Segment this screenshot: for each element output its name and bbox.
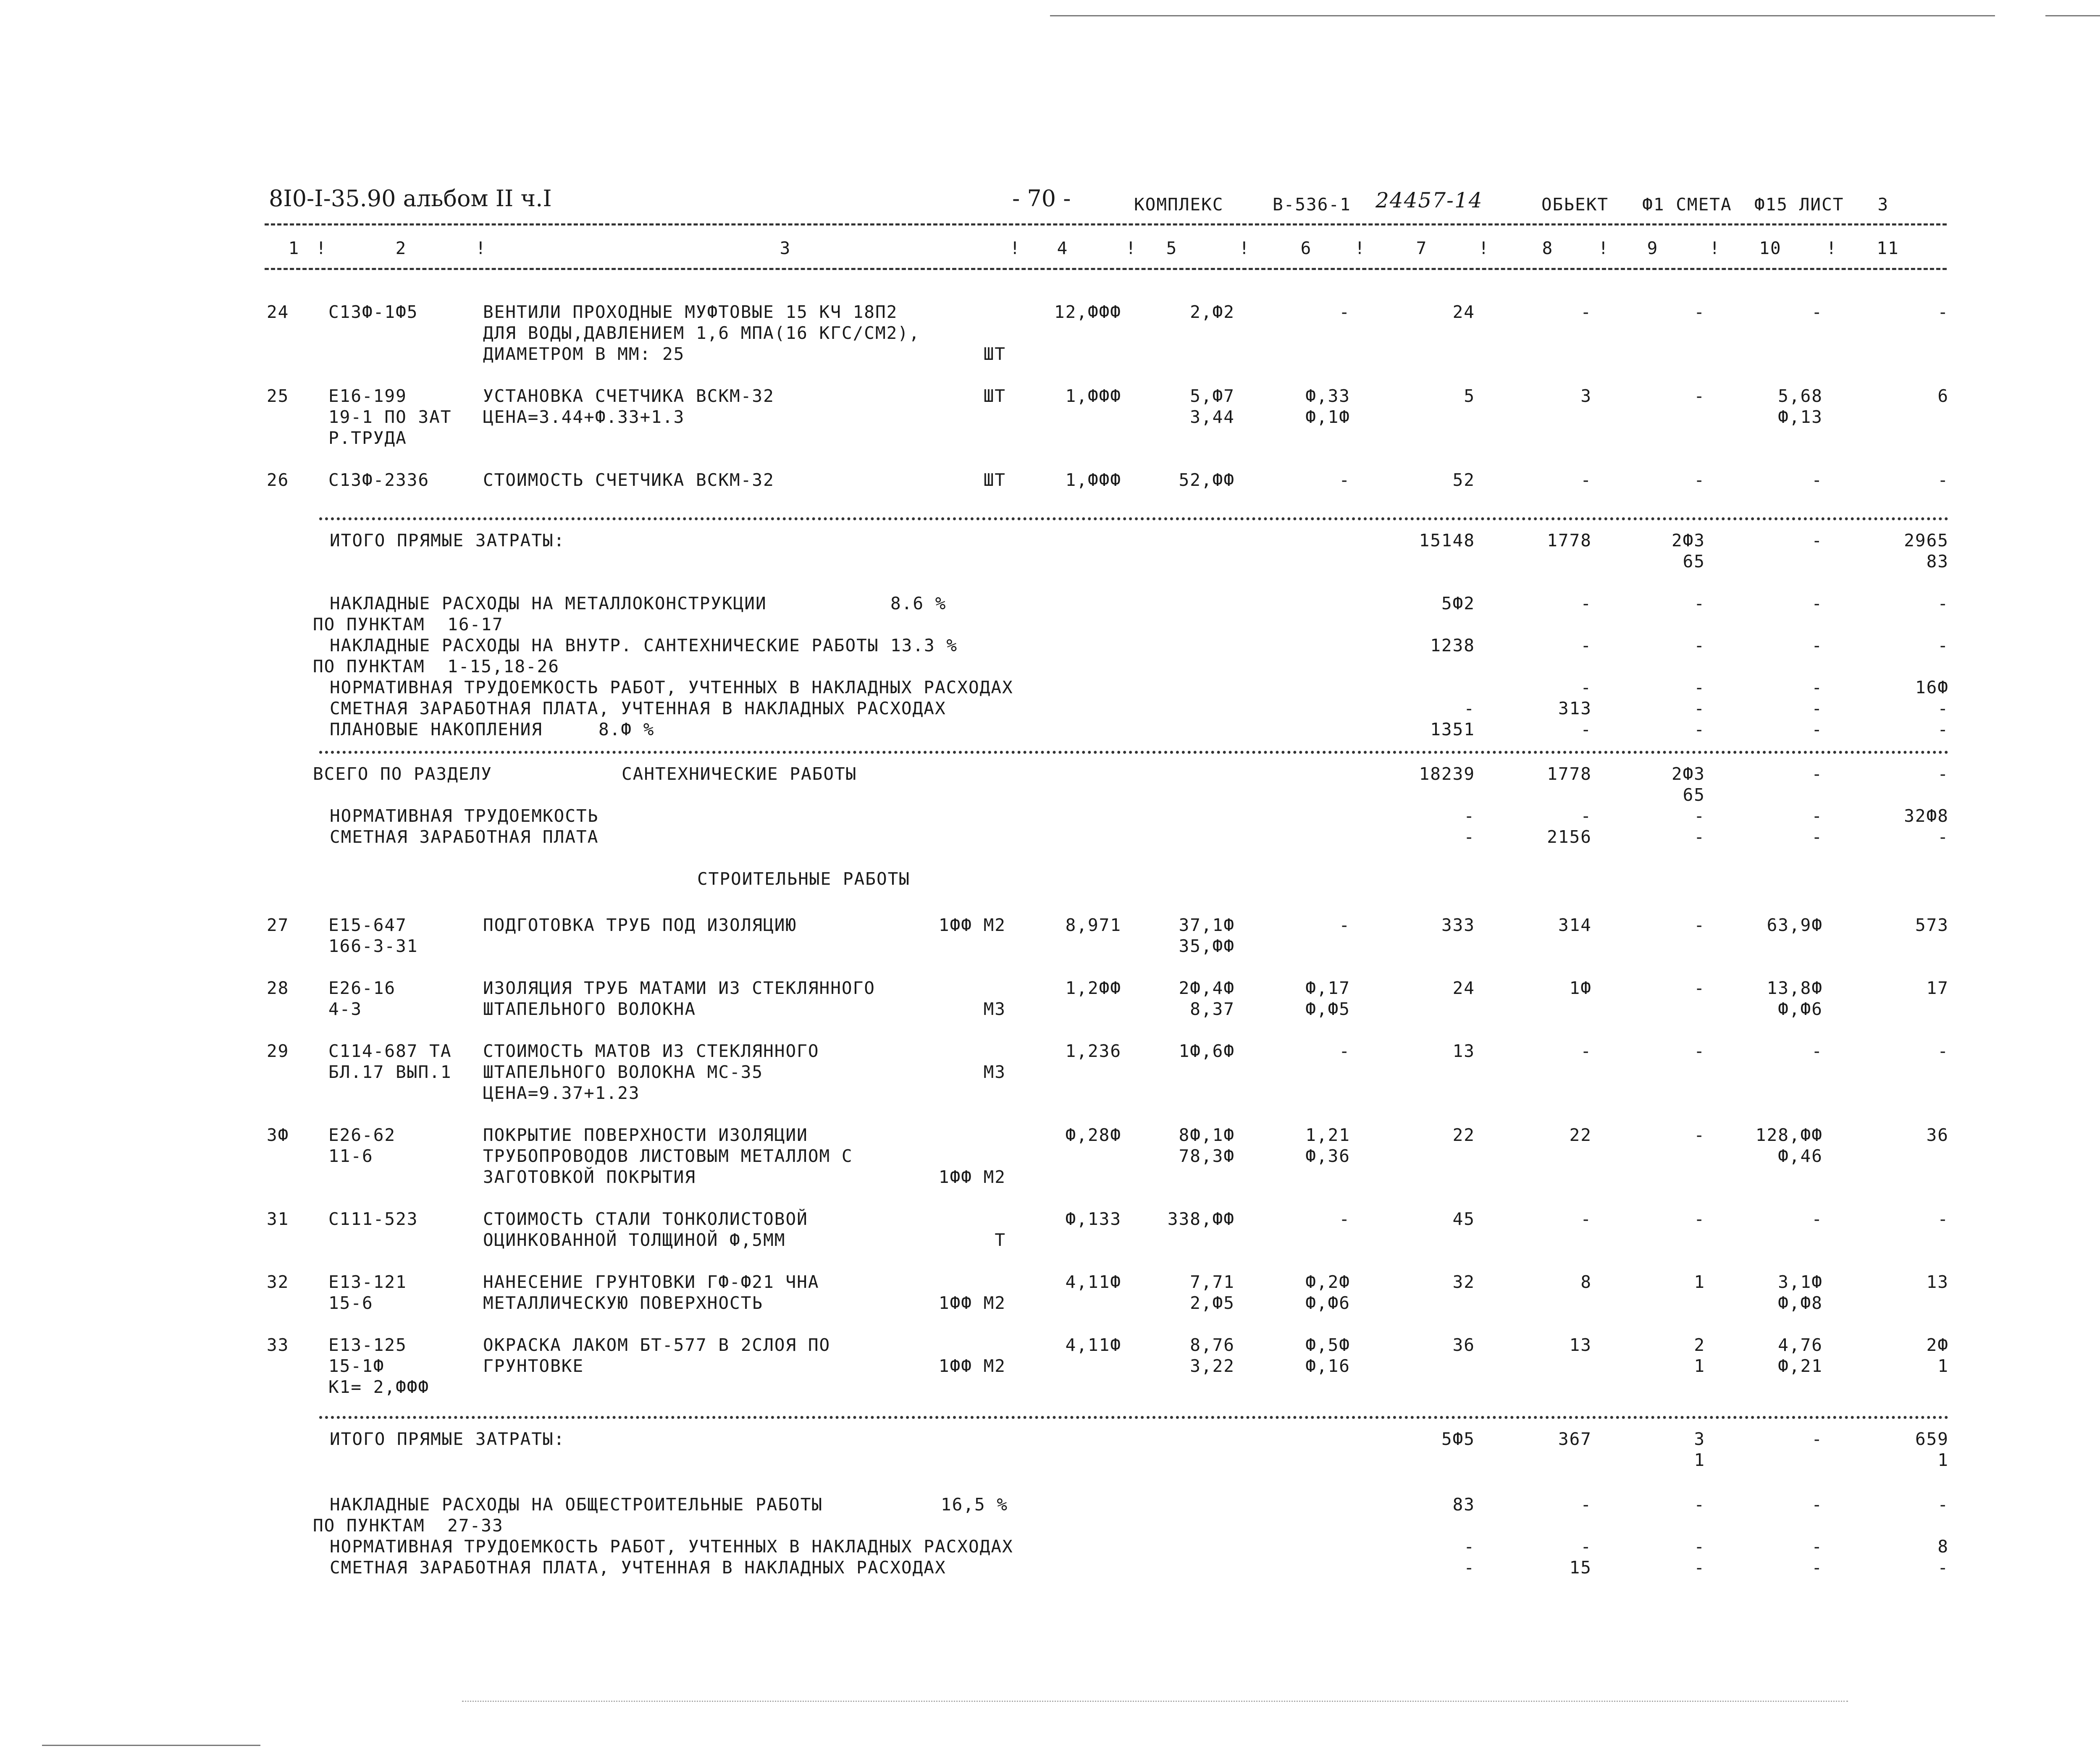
col-6-value: - (1339, 302, 1350, 322)
price-code: 11-6 (328, 1146, 373, 1166)
col-8-value: 22 (1569, 1125, 1592, 1145)
col-8-value: - (1580, 719, 1592, 739)
col-11-value: - (1937, 764, 1949, 784)
col-8-value: 367 (1558, 1429, 1592, 1449)
unit: 1ФФ М2 (938, 915, 1006, 935)
col-8-value: 1778 (1547, 764, 1592, 784)
col-8-value: - (1580, 677, 1592, 697)
col-5-value: 3,22 (1190, 1356, 1235, 1376)
col-6-value: - (1339, 1041, 1350, 1061)
quantity: 12,ФФФ (1054, 302, 1121, 322)
col-5-value: 78,3Ф (1179, 1146, 1235, 1166)
overhead-label: НАКЛАДНЫЕ РАСХОДЫ НА ВНУТР. САНТЕХНИЧЕСКИЕ РАБОТЫ (330, 635, 879, 655)
col-10-value: - (1811, 677, 1823, 697)
col-5-value: 37,1Ф (1179, 915, 1235, 935)
col-8-value: - (1580, 593, 1592, 613)
col-9-value: 1 (1694, 1356, 1705, 1376)
col-6-value: Ф,33 (1305, 386, 1350, 406)
quantity: Ф,28Ф (1065, 1125, 1121, 1145)
col-7-value: 52 (1452, 470, 1475, 490)
work-description: ПОДГОТОВКА ТРУБ ПОД ИЗОЛЯЦИЮ (483, 915, 797, 935)
work-description: ГРУНТОВКЕ (483, 1356, 584, 1376)
col-9-value: 2 (1694, 1335, 1705, 1355)
col-11-value: 6 (1937, 386, 1949, 406)
price-code: С13Ф-1Ф5 (328, 302, 418, 322)
column-number: 11 (1877, 238, 1899, 258)
work-description: ТРУБОПРОВОДОВ ЛИСТОВЫМ МЕТАЛЛОМ С (483, 1146, 853, 1166)
col-10-value: Ф,13 (1778, 407, 1823, 427)
object-sheet-info: ОБЬЕКТ Ф1 СМЕТА Ф15 ЛИСТ 3 (1541, 194, 1889, 215)
col-8-value: 1778 (1547, 530, 1592, 551)
item-number: 25 (267, 386, 289, 406)
col-9-value: - (1694, 827, 1705, 847)
col-9-value: - (1694, 978, 1705, 998)
col-9-value: - (1694, 1041, 1705, 1061)
scan-noise-line (462, 1701, 1848, 1702)
section-total-label: ВСЕГО ПО РАЗДЕЛУ (313, 764, 492, 784)
column-number: 8 (1542, 238, 1554, 258)
overhead-percent: 16,5 % (941, 1494, 1008, 1515)
col-6-value: Ф,Ф5 (1305, 999, 1350, 1019)
col-9-value: - (1694, 1536, 1705, 1557)
col-11-value: - (1937, 635, 1949, 655)
column-separator: ! (1826, 238, 1838, 258)
section-title: СТРОИТЕЛЬНЫЕ РАБОТЫ (697, 869, 910, 889)
price-code: 4-3 (328, 999, 362, 1019)
column-separator: ! (1478, 238, 1490, 258)
unit: ШТ (983, 386, 1006, 406)
col-8-value: 1Ф (1569, 978, 1592, 998)
col-7-value: 32 (1452, 1272, 1475, 1292)
quantity: 1,2ФФ (1065, 978, 1121, 998)
col-9-value: - (1694, 719, 1705, 739)
work-description: МЕТАЛЛИЧЕСКУЮ ПОВЕРХНОСТЬ (483, 1293, 764, 1313)
page-number: - 70 - (1012, 185, 1071, 212)
col-7-value: 18239 (1419, 764, 1475, 784)
separator-dots (319, 751, 1949, 754)
price-code: 15-6 (328, 1293, 373, 1313)
price-code: Е15-647 (328, 915, 407, 935)
column-separator: ! (1126, 238, 1137, 258)
col-10-value: 3,1Ф (1778, 1272, 1823, 1292)
col-6-value: Ф,5Ф (1305, 1335, 1350, 1355)
work-description: ШТАПЕЛЬНОГО ВОЛОКНА (483, 999, 696, 1019)
work-description: СТОИМОСТЬ СЧЕТЧИКА ВСКМ-32 (483, 470, 774, 490)
col-8-value: 8 (1580, 1272, 1592, 1292)
work-description: ЦЕНА=3.44+Ф.33+1.3 (483, 407, 685, 427)
handwritten-number: 24457-14 (1376, 188, 1483, 212)
items-reference: ПО ПУНКТАМ 16-17 (313, 614, 504, 634)
scan-edge-line-right (2045, 15, 2100, 16)
col-11-value: 36 (1926, 1125, 1949, 1145)
work-description: ОЦИНКОВАННОЙ ТОЛЩИНОЙ Ф,5ММ (483, 1230, 786, 1250)
item-number: 29 (267, 1041, 289, 1061)
col-5-value: 7,71 (1190, 1272, 1235, 1292)
unit: 1ФФ М2 (938, 1293, 1006, 1313)
column-separator: ! (1239, 238, 1250, 258)
col-11-value: - (1937, 719, 1949, 739)
price-code: Е26-62 (328, 1125, 396, 1145)
col-11-value: 2Ф (1926, 1335, 1949, 1355)
quantity: 1,ФФФ (1065, 386, 1121, 406)
col-6-value: Ф,17 (1305, 978, 1350, 998)
price-code: С111-523 (328, 1209, 418, 1229)
col-10-value: 128,ФФ (1755, 1125, 1823, 1145)
col-10-value: - (1811, 827, 1823, 847)
col-7-value: - (1464, 1536, 1475, 1557)
quantity: 1,ФФФ (1065, 470, 1121, 490)
col-9-value: - (1694, 635, 1705, 655)
col-5-value: 338,ФФ (1167, 1209, 1235, 1229)
col-11-value: - (1937, 827, 1949, 847)
work-description: ДЛЯ ВОДЫ,ДАВЛЕНИЕМ 1,6 МПА(16 КГС/СМ2), (483, 323, 920, 343)
col-10-value: Ф,Ф6 (1778, 999, 1823, 1019)
col-7-value: 5Ф2 (1441, 593, 1475, 613)
price-code: Е16-199 (328, 386, 407, 406)
col-10-value: - (1811, 1494, 1823, 1515)
column-number: 10 (1759, 238, 1782, 258)
work-description: ШТАПЕЛЬНОГО ВОЛОКНА МС-35 (483, 1062, 764, 1082)
overhead-label: НАКЛАДНЫЕ РАСХОДЫ НА МЕТАЛЛОКОНСТРУКЦИИ (330, 593, 767, 613)
col-5-value: 35,ФФ (1179, 936, 1235, 956)
complex-label: КОМПЛЕКС (1134, 194, 1224, 215)
col-9-value: - (1694, 915, 1705, 935)
col-6-value: Ф,2Ф (1305, 1272, 1350, 1292)
col-9-value: 65 (1683, 551, 1705, 571)
col-7-value: 36 (1452, 1335, 1475, 1355)
price-code: Е13-121 (328, 1272, 407, 1292)
col-11-value: 659 (1915, 1429, 1949, 1449)
col-5-value: 1Ф,6Ф (1179, 1041, 1235, 1061)
col-7-value: 45 (1452, 1209, 1475, 1229)
item-number: 3Ф (267, 1125, 289, 1145)
column-number: 7 (1416, 238, 1428, 258)
col-10-value: - (1811, 698, 1823, 718)
direct-costs-label: ИТОГО ПРЯМЫЕ ЗАТРАТЫ: (330, 530, 565, 551)
col-8-value: 2156 (1547, 827, 1592, 847)
col-5-value: 8Ф,1Ф (1179, 1125, 1235, 1145)
col-10-value: - (1811, 593, 1823, 613)
col-7-value: 1238 (1430, 635, 1475, 655)
col-5-value: 2,Ф5 (1190, 1293, 1235, 1313)
col-5-value: 52,ФФ (1179, 470, 1235, 490)
col-6-value: Ф,36 (1305, 1146, 1350, 1166)
col-11-value: 13 (1926, 1272, 1949, 1292)
col-7-value: 15148 (1419, 530, 1475, 551)
col-10-value: - (1811, 1557, 1823, 1578)
unit: М3 (983, 1062, 1006, 1082)
col-10-value: - (1811, 1041, 1823, 1061)
col-6-value: Ф,Ф6 (1305, 1293, 1350, 1313)
col-8-value: - (1580, 470, 1592, 490)
col-7-value: 83 (1452, 1494, 1475, 1515)
col-8-value: - (1580, 1041, 1592, 1061)
col-6-value: - (1339, 915, 1350, 935)
col-9-value: - (1694, 1125, 1705, 1145)
col-7-value: - (1464, 806, 1475, 826)
col-7-value: 1351 (1430, 719, 1475, 739)
quantity: 4,11Ф (1065, 1272, 1121, 1292)
col-11-value: - (1937, 593, 1949, 613)
work-description: ПОКРЫТИЕ ПОВЕРХНОСТИ ИЗОЛЯЦИИ (483, 1125, 808, 1145)
col-7-value: 22 (1452, 1125, 1475, 1145)
col-11-value: 16Ф (1915, 677, 1949, 697)
overhead-label: СМЕТНАЯ ЗАРАБОТНАЯ ПЛАТА, УЧТЕННАЯ В НАКЛАДНЫХ РАСХОДАХ (330, 1557, 946, 1578)
col-9-value: 65 (1683, 785, 1705, 805)
work-description: ЗАГОТОВКОЙ ПОКРЫТИЯ (483, 1167, 696, 1187)
quantity: 1,236 (1065, 1041, 1121, 1061)
norm-labor-label: НОРМАТИВНАЯ ТРУДОЕМКОСТЬ (330, 806, 599, 826)
price-code: С114-687 ТА (328, 1041, 452, 1061)
price-code: 19-1 ПО ЗАТ (328, 407, 452, 427)
col-11-value: 8 (1937, 1536, 1949, 1557)
price-code: Е13-125 (328, 1335, 407, 1355)
col-5-value: 2,Ф2 (1190, 302, 1235, 322)
work-description: ВЕНТИЛИ ПРОХОДНЫЕ МУФТОВЫЕ 15 КЧ 18П2 (483, 302, 898, 322)
col-6-value: - (1339, 470, 1350, 490)
item-number: 32 (267, 1272, 289, 1292)
item-number: 28 (267, 978, 289, 998)
direct-costs-label: ИТОГО ПРЯМЫЕ ЗАТРАТЫ: (330, 1429, 565, 1449)
price-code: К1= 2,ФФФ (328, 1377, 430, 1397)
column-number: 6 (1300, 238, 1312, 258)
unit: Т (995, 1230, 1006, 1250)
overhead-label: СМЕТНАЯ ЗАРАБОТНАЯ ПЛАТА, УЧТЕННАЯ В НАКЛАДНЫХ РАСХОДАХ (330, 698, 946, 718)
col-9-value: - (1694, 698, 1705, 718)
col-8-value: - (1580, 806, 1592, 826)
col-7-value: 5Ф5 (1441, 1429, 1475, 1449)
unit: ШТ (983, 470, 1006, 490)
col-8-value: 15 (1569, 1557, 1592, 1578)
col-10-value: - (1811, 719, 1823, 739)
col-10-value: - (1811, 635, 1823, 655)
col-10-value: Ф,21 (1778, 1356, 1823, 1376)
col-5-value: 2Ф,4Ф (1179, 978, 1235, 998)
album-title: 8I0-I-35.90 альбом II ч.I (269, 185, 552, 212)
col-11-value: - (1937, 1209, 1949, 1229)
header-rule-top (265, 223, 1947, 225)
item-number: 27 (267, 915, 289, 935)
col-9-value: 1 (1694, 1272, 1705, 1292)
quantity: 8,971 (1065, 915, 1121, 935)
col-8-value: 13 (1569, 1335, 1592, 1355)
work-description: ЦЕНА=9.37+1.23 (483, 1083, 640, 1103)
separator-dots (319, 517, 1949, 520)
col-11-value: 1 (1937, 1356, 1949, 1376)
item-number: 33 (267, 1335, 289, 1355)
col-10-value: - (1811, 1209, 1823, 1229)
col-10-value: 63,9Ф (1767, 915, 1823, 935)
col-9-value: 2Ф3 (1671, 530, 1705, 551)
col-7-value: 24 (1452, 978, 1475, 998)
column-separator: ! (1010, 238, 1021, 258)
complex-code: В-536-1 (1273, 194, 1351, 215)
col-11-value: - (1937, 1557, 1949, 1578)
overhead-label: НАКЛАДНЫЕ РАСХОДЫ НА ОБЩЕСТРОИТЕЛЬНЫЕ РАБОТЫ (330, 1494, 823, 1515)
col-8-value: - (1580, 635, 1592, 655)
unit: М3 (983, 999, 1006, 1019)
column-separator: ! (475, 238, 487, 258)
column-number: 5 (1166, 238, 1178, 258)
col-11-value: 17 (1926, 978, 1949, 998)
column-separator: ! (1598, 238, 1609, 258)
quantity: 4,11Ф (1065, 1335, 1121, 1355)
col-9-value: - (1694, 470, 1705, 490)
col-6-value: Ф,1Ф (1305, 407, 1350, 427)
col-6-value: Ф,16 (1305, 1356, 1350, 1376)
scan-edge-line (1050, 15, 1995, 16)
column-number: 3 (780, 238, 791, 258)
work-description: СТОИМОСТЬ СТАЛИ ТОНКОЛИСТОВОЙ (483, 1209, 808, 1229)
unit: ШТ (983, 344, 1006, 364)
col-7-value: - (1464, 1557, 1475, 1578)
col-9-value: - (1694, 1209, 1705, 1229)
separator-dots (319, 1416, 1949, 1419)
col-7-value: 5 (1464, 386, 1475, 406)
estimated-wage-label: СМЕТНАЯ ЗАРАБОТНАЯ ПЛАТА (330, 827, 599, 847)
col-10-value: - (1811, 1429, 1823, 1449)
price-code: Е26-16 (328, 978, 396, 998)
col-11-value: - (1937, 302, 1949, 322)
col-11-value: - (1937, 1494, 1949, 1515)
price-code: Р.ТРУДА (328, 428, 407, 448)
col-10-value: 13,8Ф (1767, 978, 1823, 998)
work-description: ИЗОЛЯЦИЯ ТРУБ МАТАМИ ИЗ СТЕКЛЯННОГО (483, 978, 875, 998)
col-10-value: - (1811, 1536, 1823, 1557)
price-code: 15-1Ф (328, 1356, 385, 1376)
col-10-value: - (1811, 806, 1823, 826)
column-number: 2 (395, 238, 407, 258)
quantity: Ф,133 (1065, 1209, 1121, 1229)
item-number: 26 (267, 470, 289, 490)
column-separator: ! (316, 238, 327, 258)
col-9-value: - (1694, 1494, 1705, 1515)
col-7-value: 13 (1452, 1041, 1475, 1061)
col-7-value: - (1464, 698, 1475, 718)
column-number: 1 (288, 238, 300, 258)
col-10-value: Ф,Ф8 (1778, 1293, 1823, 1313)
col-8-value: - (1580, 1536, 1592, 1557)
work-description: УСТАНОВКА СЧЕТЧИКА ВСКМ-32 (483, 386, 774, 406)
work-description: НАНЕСЕНИЕ ГРУНТОВКИ ГФ-Ф21 ЧНА (483, 1272, 819, 1292)
col-10-value: 4,76 (1778, 1335, 1823, 1355)
item-number: 24 (267, 302, 289, 322)
col-8-value: - (1580, 1494, 1592, 1515)
header-rule-bottom (265, 268, 1947, 270)
col-11-value: - (1937, 470, 1949, 490)
overhead-percent: 8.6 % (890, 593, 947, 613)
col-9-value: - (1694, 593, 1705, 613)
scan-edge-line-bottom (42, 1745, 260, 1746)
column-number: 9 (1647, 238, 1659, 258)
col-9-value: - (1694, 1557, 1705, 1578)
items-reference: ПО ПУНКТАМ 1-15,18-26 (313, 656, 560, 676)
work-description: ОКРАСКА ЛАКОМ БТ-577 В 2СЛОЯ ПО (483, 1335, 831, 1355)
col-8-value: 313 (1558, 698, 1592, 718)
col-7-value: - (1464, 827, 1475, 847)
col-9-value: - (1694, 677, 1705, 697)
col-11-value: 83 (1926, 551, 1949, 571)
col-8-value: - (1580, 302, 1592, 322)
col-10-value: - (1811, 764, 1823, 784)
col-9-value: 1 (1694, 1450, 1705, 1470)
items-reference: ПО ПУНКТАМ 27-33 (313, 1515, 504, 1536)
work-description: СТОИМОСТЬ МАТОВ ИЗ СТЕКЛЯННОГО (483, 1041, 819, 1061)
col-5-value: 8,76 (1190, 1335, 1235, 1355)
column-separator: ! (1709, 238, 1721, 258)
col-10-value: 5,68 (1778, 386, 1823, 406)
price-code: С13Ф-2336 (328, 470, 430, 490)
col-5-value: 5,Ф7 (1190, 386, 1235, 406)
col-6-value: - (1339, 1209, 1350, 1229)
col-10-value: - (1811, 530, 1823, 551)
col-10-value: - (1811, 302, 1823, 322)
col-9-value: - (1694, 386, 1705, 406)
col-11-value: 573 (1915, 915, 1949, 935)
overhead-percent: 8.Ф % (598, 719, 655, 739)
section-name: САНТЕХНИЧЕСКИЕ РАБОТЫ (622, 764, 857, 784)
col-5-value: 3,44 (1190, 407, 1235, 427)
col-7-value: 333 (1441, 915, 1475, 935)
price-code: БЛ.17 ВЫП.1 (328, 1062, 452, 1082)
col-10-value: Ф,46 (1778, 1146, 1823, 1166)
unit: 1ФФ М2 (938, 1356, 1006, 1376)
col-9-value: - (1694, 806, 1705, 826)
col-9-value: 2Ф3 (1671, 764, 1705, 784)
col-6-value: 1,21 (1305, 1125, 1350, 1145)
column-number: 4 (1057, 238, 1068, 258)
price-code: 166-3-31 (328, 936, 418, 956)
col-9-value: - (1694, 302, 1705, 322)
col-8-value: - (1580, 1209, 1592, 1229)
work-description: ДИАМЕТРОМ В ММ: 25 (483, 344, 685, 364)
col-11-value: - (1937, 698, 1949, 718)
col-9-value: 3 (1694, 1429, 1705, 1449)
col-11-value: 32Ф8 (1904, 806, 1949, 826)
unit: 1ФФ М2 (938, 1167, 1006, 1187)
item-number: 31 (267, 1209, 289, 1229)
col-11-value: - (1937, 1041, 1949, 1061)
overhead-label: НОРМАТИВНАЯ ТРУДОЕМКОСТЬ РАБОТ, УЧТЕННЫХ В НАКЛАДНЫХ РАСХОДАХ (330, 677, 1013, 697)
overhead-label: ПЛАНОВЫЕ НАКОПЛЕНИЯ (330, 719, 543, 739)
col-11-value: 1 (1937, 1450, 1949, 1470)
column-separator: ! (1354, 238, 1366, 258)
col-8-value: 3 (1580, 386, 1592, 406)
overhead-label: НОРМАТИВНАЯ ТРУДОЕМКОСТЬ РАБОТ, УЧТЕННЫХ В НАКЛАДНЫХ РАСХОДАХ (330, 1536, 1013, 1557)
overhead-percent: 13.3 % (890, 635, 958, 655)
col-10-value: - (1811, 470, 1823, 490)
col-5-value: 8,37 (1190, 999, 1235, 1019)
col-7-value: 24 (1452, 302, 1475, 322)
col-11-value: 2965 (1904, 530, 1949, 551)
col-8-value: 314 (1558, 915, 1592, 935)
